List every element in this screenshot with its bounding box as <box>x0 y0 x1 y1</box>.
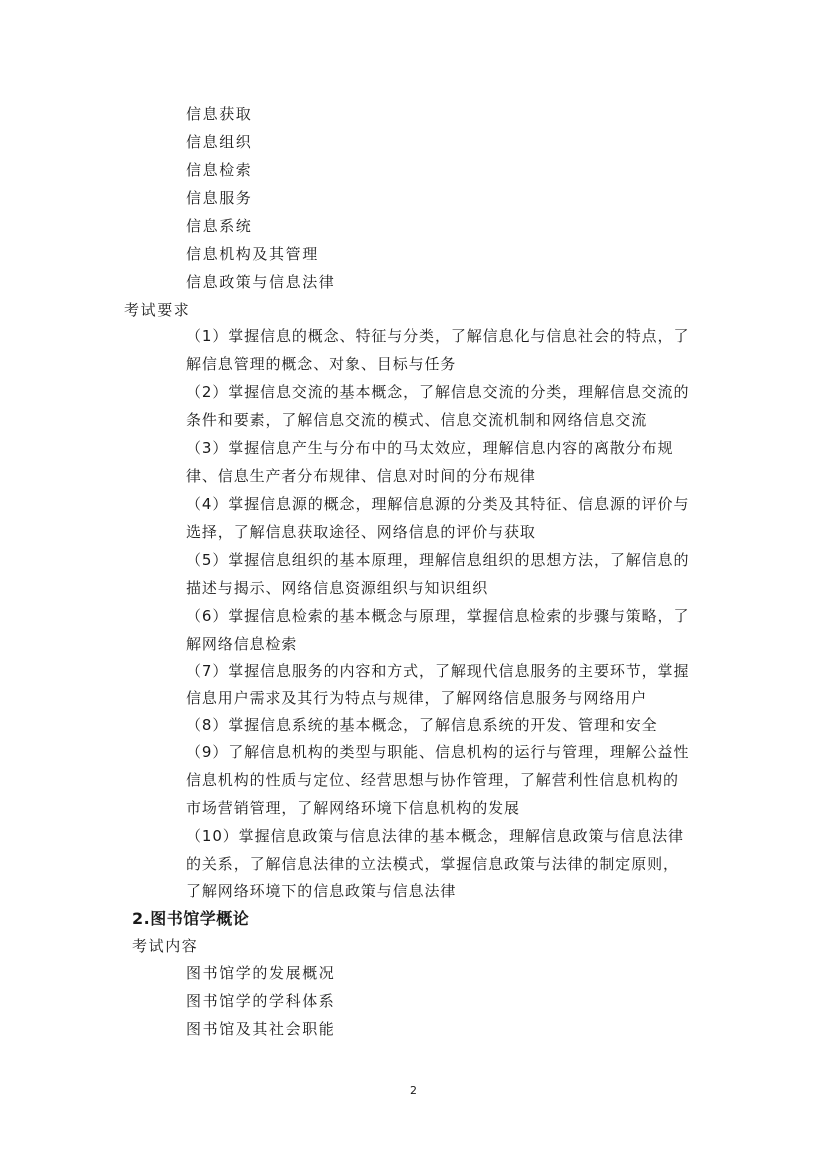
requirement-line: 的关系，了解信息法律的立法模式，掌握信息政策与法律的制定原则， <box>186 855 679 873</box>
requirement-line: 信息机构的性质与定位、经营思想与协作管理，了解营利性信息机构的 <box>186 771 679 789</box>
requirement-line: 选择，了解信息获取途径、网络信息的评价与获取 <box>186 523 536 541</box>
section-heading: 2.图书馆学概论 <box>132 909 250 928</box>
requirement-line: （8）掌握信息系统的基本概念，了解信息系统的开发、管理和安全 <box>186 716 658 734</box>
topic-item: 图书馆及其社会职能 <box>186 1020 336 1038</box>
requirement-line: （3）掌握信息产生与分布中的马太效应，理解信息内容的离散分布规 <box>186 439 674 457</box>
requirement-line: （10）掌握信息政策与信息法律的基本概念，理解信息政策与信息法律 <box>186 827 684 845</box>
topic-item: 信息检索 <box>186 161 253 179</box>
topic-item: 信息获取 <box>186 105 253 123</box>
requirement-line: 描述与揭示、网络信息资源组织与知识组织 <box>186 579 489 597</box>
topic-item: 信息组织 <box>186 133 253 151</box>
requirement-line: 条件和要素，了解信息交流的模式、信息交流机制和网络信息交流 <box>186 411 648 429</box>
topic-item: 信息机构及其管理 <box>186 245 319 263</box>
topic-item: 信息政策与信息法律 <box>186 273 336 291</box>
requirement-line: （1）掌握信息的概念、特征与分类，了解信息化与信息社会的特点，了 <box>186 327 690 345</box>
requirement-line: （6）掌握信息检索的基本概念与原理，掌握信息检索的步骤与策略，了 <box>186 607 690 625</box>
requirement-line: 信息用户需求及其行为特点与规律，了解网络信息服务与网络用户 <box>186 689 648 707</box>
requirement-line: （7）掌握信息服务的内容和方式，了解现代信息服务的主要环节，掌握 <box>186 662 690 680</box>
topic-item: 图书馆学的发展概况 <box>186 964 336 982</box>
topic-item: 信息服务 <box>186 189 253 207</box>
topic-item: 信息系统 <box>186 217 253 235</box>
requirement-line: 解信息管理的概念、对象、目标与任务 <box>186 355 457 373</box>
content-label: 考试内容 <box>132 937 199 955</box>
requirement-line: （5）掌握信息组织的基本原理，理解信息组织的思想方法，了解信息的 <box>186 551 690 569</box>
requirements-label: 考试要求 <box>124 301 191 319</box>
page-number: 2 <box>410 1084 417 1097</box>
requirement-line: 市场营销管理，了解网络环境下信息机构的发展 <box>186 799 520 817</box>
requirement-line: （9）了解信息机构的类型与职能、信息机构的运行与管理，理解公益性 <box>186 743 690 761</box>
topic-item: 图书馆学的学科体系 <box>186 992 336 1010</box>
requirement-line: （4）掌握信息源的概念，理解信息源的分类及其特征、信息源的评价与 <box>186 495 690 513</box>
requirement-line: 了解网络环境下的信息政策与信息法律 <box>186 882 457 900</box>
requirement-line: 律、信息生产者分布规律、信息对时间的分布规律 <box>186 467 536 485</box>
requirement-line: （2）掌握信息交流的基本概念，了解信息交流的分类，理解信息交流的 <box>186 383 690 401</box>
requirement-line: 解网络信息检索 <box>186 635 298 653</box>
